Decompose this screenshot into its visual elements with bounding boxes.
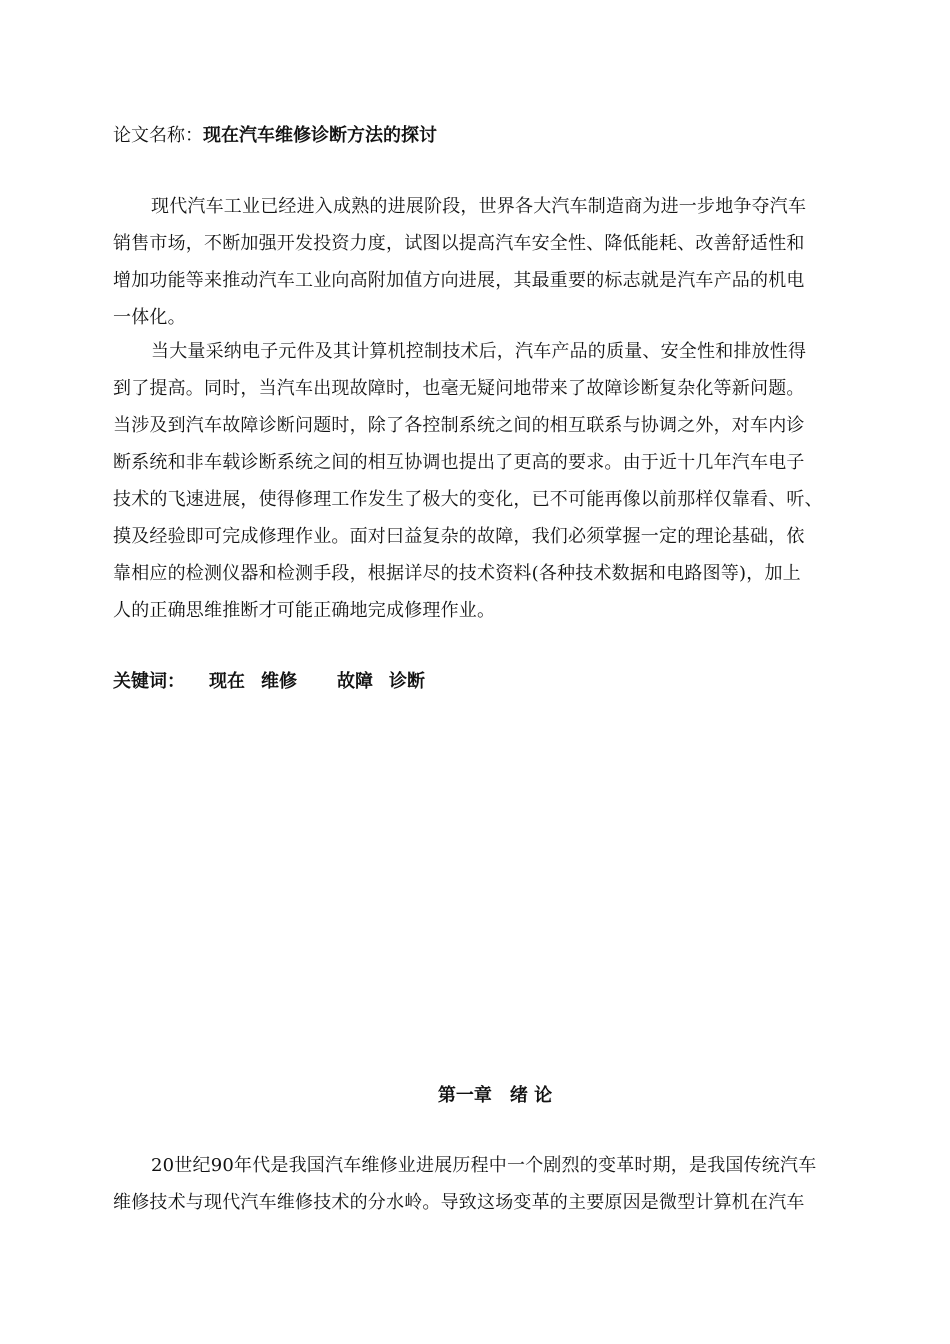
text-line: 技术的飞速进展，使得修理工作发生了极大的变化，已不可能再像以前那样仅靠看、听、 bbox=[113, 489, 823, 510]
text-line: 一体化。 bbox=[113, 307, 186, 328]
text-line: 人的正确思维推断才可能正确地完成修理作业。 bbox=[113, 600, 496, 621]
text-line: 到了提高。同时，当汽车出现故障时，也毫无疑问地带来了故障诊断复杂化等新问题。 bbox=[113, 378, 805, 399]
keyword: 现在 bbox=[209, 671, 245, 692]
text-line: 断系统和非车载诊断系统之间的相互协调也提出了更高的要求。由于近十几年汽车电子 bbox=[113, 452, 805, 473]
abstract-paragraph-1 bbox=[113, 188, 858, 336]
keywords-label: 关键词： bbox=[113, 671, 185, 692]
text-line: 20世纪90年代是我国汽车维修业进展历程中一个剧烈的变革时期，是我国传统汽车 bbox=[151, 1155, 817, 1176]
keyword: 诊断 bbox=[389, 671, 425, 692]
text-line: 当大量采纳电子元件及其计算机控制技术后，汽车产品的质量、安全性和排放性得 bbox=[151, 341, 807, 362]
text-line: 维修技术与现代汽车维修技术的分水岭。导致这场变革的主要原因是微型计算机在汽车 bbox=[113, 1192, 805, 1213]
thesis-title bbox=[113, 123, 437, 149]
chapter-title: 第一章 绪 论 bbox=[437, 1085, 553, 1106]
keywords-line bbox=[113, 669, 441, 695]
text-line: 摸及经验即可完成修理作业。面对曰益复杂的故障，我们必须掌握一定的理论基础，依 bbox=[113, 526, 805, 547]
keyword: 维修 bbox=[261, 671, 297, 692]
thesis-title-label: 论文名称： bbox=[113, 125, 203, 146]
text-line: 靠相应的检测仪器和检测手段，根据详尽的技术资料(各种技术数据和电路图等)，加上 bbox=[113, 563, 801, 584]
text-line: 现代汽车工业已经进入成熟的进展阶段，世界各大汽车制造商为进一步地争夺汽车 bbox=[151, 196, 807, 217]
keyword: 故障 bbox=[337, 671, 373, 692]
text-line: 当涉及到汽车故障诊断问题时，除了各控制系统之间的相互联系与协调之外，对车内诊 bbox=[113, 415, 805, 436]
chapter1-paragraph-1 bbox=[113, 1147, 858, 1221]
abstract-paragraph-2 bbox=[113, 333, 858, 629]
text-line: 增加功能等来推动汽车工业向高附加值方向进展，其最重要的标志就是汽车产品的机电 bbox=[113, 270, 805, 291]
text-line: 销售市场，不断加强开发投资力度，试图以提高汽车安全性、降低能耗、改善舒适性和 bbox=[113, 233, 805, 254]
thesis-title-value: 现在汽车维修诊断方法的探讨 bbox=[203, 125, 437, 146]
